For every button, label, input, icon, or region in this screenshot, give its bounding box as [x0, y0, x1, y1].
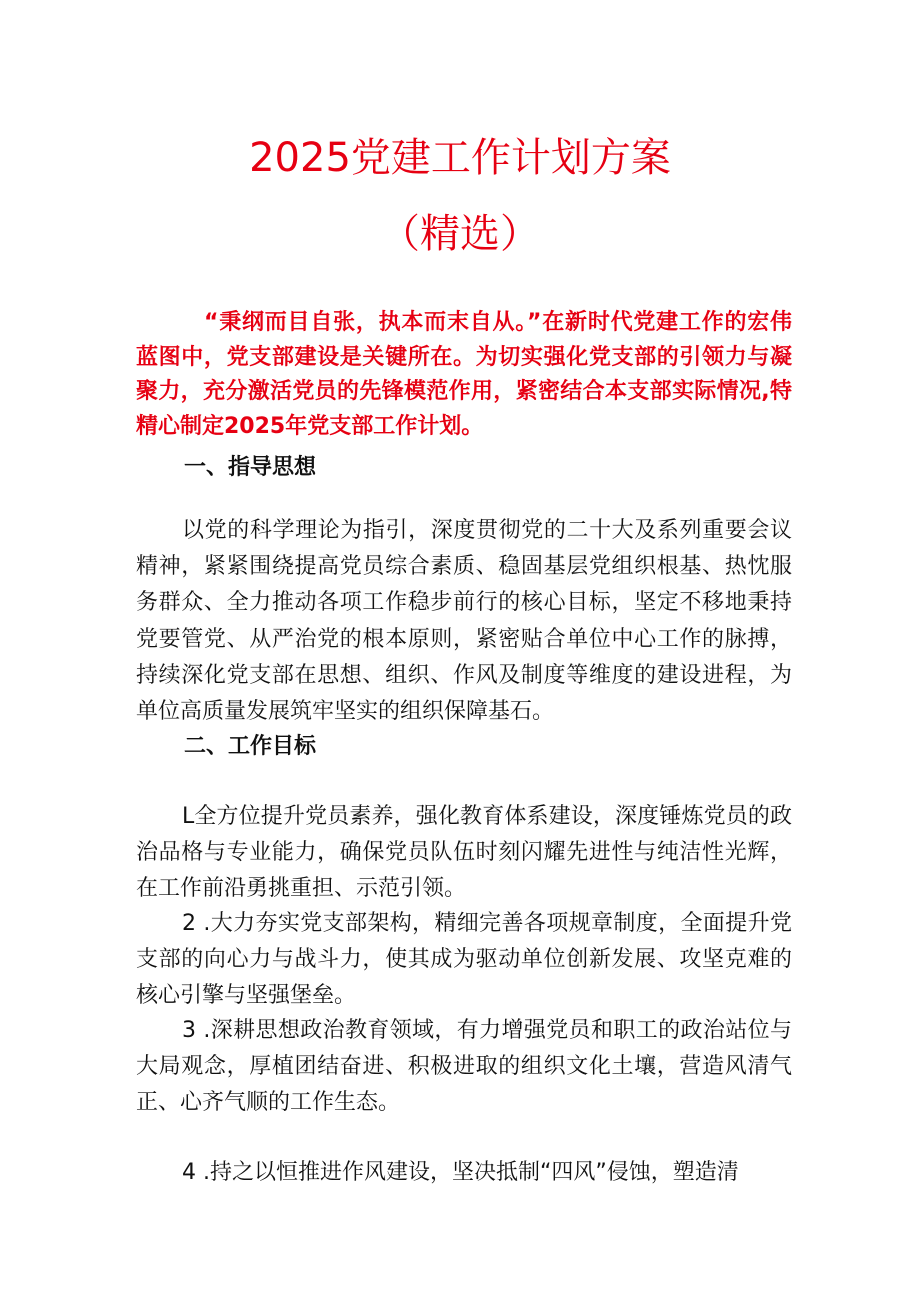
goal-item-1: L全方位提升党员素养，强化教育体系建设，深度锤炼党员的政治品格与专业能力，确保党员队伍时刻闪耀先进性与纯洁性光辉，在工作前沿勇挑重担、示范引领。 — [136, 804, 792, 902]
goal-item-3: 3 .深耕思想政治教育领域，有力增强党员和职工的政治站位与大局观念，厚植团结奋进、积极进取的组织文化土壤，营造风清气正、心齐气顺的工作生态。 — [136, 1018, 792, 1116]
document-subtitle: （精选） — [380, 211, 540, 257]
section-heading-work-goals: 二、工作目标 — [184, 734, 317, 759]
document-title: 2025党建工作计划方案 — [249, 135, 671, 181]
section-heading-guiding-ideology: 一、指导思想 — [184, 455, 317, 480]
goal-item-2: 2 .大力夯实党支部架构，精细完善各项规章制度，全面提升党支部的向心力与战斗力，使其成为驱动单位创新发展、攻坚克难的核心引擎与坚强堡垒。 — [136, 911, 792, 1009]
section-paragraph: 以党的科学理论为指引，深度贯彻党的二十大及系列重要会议精神，紧紧围绕提高党员综合素质、稳固基层党组织根基、热忱服务群众、全力推动各项工作稳步前行的核心目标，坚定不移地秉持党要管党、从严治党的根本原则，紧密贴合单位中心工作的脉搏，持续深化党支部在思想、组织、作风及制度等维度的建设进程，为单位高质量发展筑牢坚实的组织保障基石。 — [136, 518, 792, 725]
goal-item-4: 4 .持之以恒推进作风建设，坚决抵制“四风”侵蚀，塑造清 — [182, 1160, 739, 1185]
intro-paragraph: “秉纲而目自张，执本而末自从。”在新时代党建工作的宏伟蓝图中，党支部建设是关键所在。为切实强化党支部的引领力与凝聚力，充分激活党员的先锋模范作用，紧密结合本支部实际情况,特精心制定2025年党支部工作计划。 — [136, 310, 792, 439]
